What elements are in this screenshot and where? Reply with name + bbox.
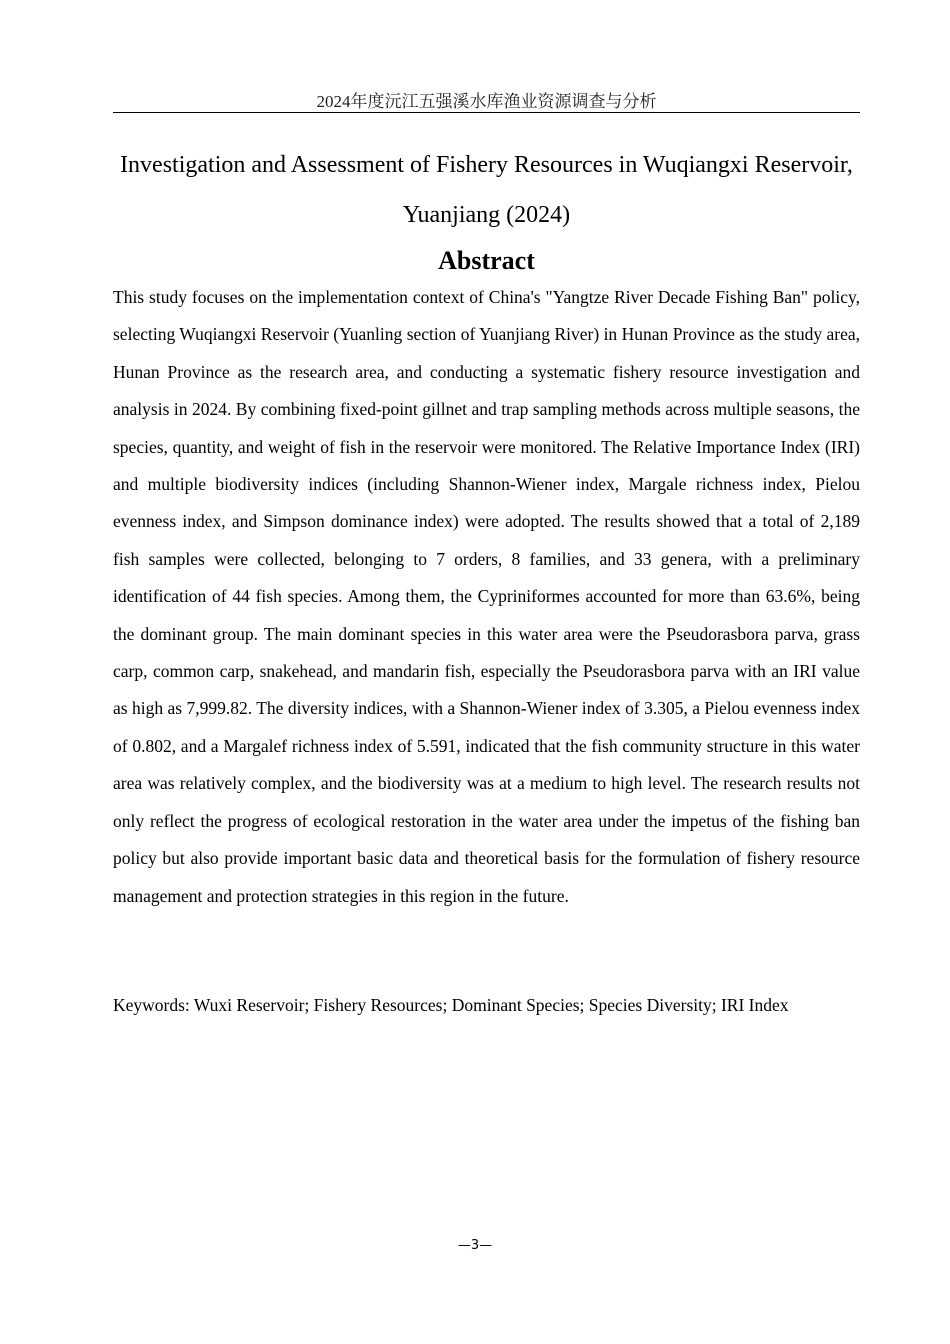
keywords-line: Keywords: Wuxi Reservoir; Fishery Resources; Dominant Species; Species Diversity; IRI Index <box>113 995 789 1015</box>
page-number: —3— <box>457 1238 493 1253</box>
running-header: 2024年度沅江五强溪水库渔业资源调查与分析 <box>113 91 860 113</box>
paper-title: Investigation and Assessment of Fishery Resources in Wuqiangxi Reservoir, Yuanjiang (2024) <box>120 152 853 228</box>
abstract-body: This study focuses on the implementation context of China's "Yangtze River Decade Fishing Ban" policy, selecting Wuqiangxi Reservoir (Yuanling section of Yuanjiang River) in Hunan Province as the study area, Hunan Province as the research area, and conducting a systematic fishery resource investigation and analysis in 2024. By combining fixed-point gillnet and trap sampling methods across multiple seasons, the species, quantity, and weight of fish in the reservoir were monitored. The Relative Importance Index (IRI) and multiple biodiversity indices (including Shannon-Wiener index, Margale richness index, Pielou evenness index, and Simpson dominance index) were adopted. The results showed that a total of 2,189 fish samples were collected, belonging to 7 orders, 8 families, and 33 genera, with a preliminary identification of 44 fish species. Among them, the Cypriniformes accounted for more than 63.6%, being the dominant group. The main dominant species in this water area were the Pseudorasbora parva, grass carp, common carp, snakehead, and mandarin fish, especially the Pseudorasbora parva with an IRI value as high as 7,999.82. The diversity indices, with a Shannon-Wiener index of 3.305, a Pielou evenness index of 0.802, and a Margalef richness index of 5.591, indicated that the fish community structure in this water area was relatively complex, and the biodiversity was at a medium to high level. The research results not only reflect the progress of ecological restoration in the water area under the impetus of the fishing ban policy but also provide important basic data and theoretical basis for the formulation of fishery resource management and protection strategies in this region in the future. <box>113 287 860 906</box>
abstract-heading: Abstract <box>438 246 535 275</box>
